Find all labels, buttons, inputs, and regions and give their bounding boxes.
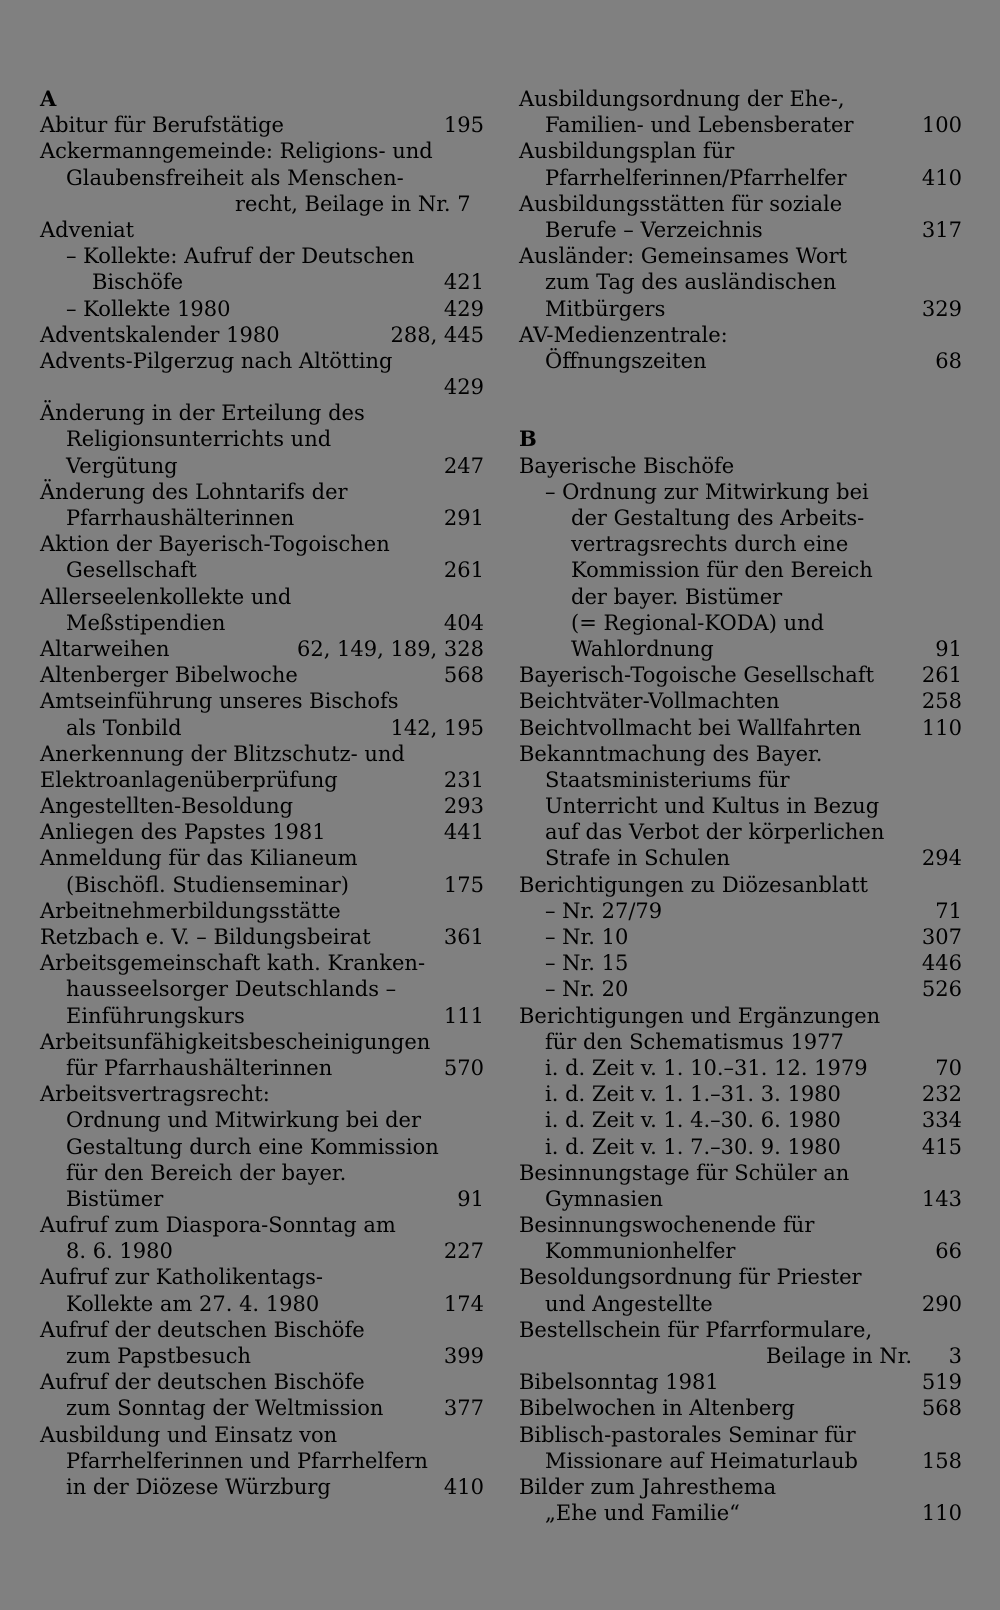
page-number: 288, 445: [390, 322, 484, 347]
index-entry-line: [40, 1003, 484, 1029]
entry-text: Bayerische Bischöfe: [519, 453, 735, 478]
entry-text: Altenberger Bibelwoche: [40, 663, 298, 688]
index-entry-line: [40, 1448, 484, 1474]
entry-text: Arbeitsgemeinschaft kath. Kranken-: [40, 951, 426, 976]
entry-text: – Nr. 27/79: [545, 898, 663, 923]
index-entry-line: [40, 1055, 484, 1081]
index-entry-line: [519, 872, 962, 898]
entry-text: recht, Beilage in Nr. 7: [235, 191, 471, 216]
page-number: 111: [443, 1003, 484, 1028]
index-entry-line: [519, 1238, 962, 1264]
index-entry-line: [519, 1291, 962, 1317]
entry-text: – Nr. 10: [545, 925, 629, 949]
entry-text: auf das Verbot der körperlichen: [545, 820, 885, 845]
index-entry-line: [519, 191, 962, 217]
entry-text: Berichtigungen zu Diözesanblatt: [519, 872, 868, 897]
entry-text: Bischöfe: [92, 270, 184, 295]
index-entry-line: [519, 924, 962, 950]
entry-text: i. d. Zeit v. 1. 7.–30. 9. 1980: [545, 1134, 841, 1159]
page-number: 143: [921, 1186, 962, 1211]
entry-text: Einführungskurs: [66, 1003, 245, 1028]
entry-text: Gesellschaft: [66, 558, 197, 583]
index-entry-line: [40, 610, 484, 636]
page-number: 568: [921, 1396, 962, 1421]
index-entry-line: [519, 1317, 962, 1343]
page-number: 294: [921, 846, 962, 871]
index-entry-line: [40, 1238, 484, 1264]
entry-text: Ordnung und Mitwirkung bei der: [66, 1108, 422, 1133]
entry-text: Kommission für den Bereich: [571, 558, 873, 583]
entry-text: Aufruf zur Katholikentags-: [40, 1265, 323, 1290]
entry-text: für den Bereich der bayer.: [66, 1160, 347, 1185]
entry-text: i. d. Zeit v. 1. 1.–31. 3. 1980: [545, 1082, 841, 1107]
index-entry-line: [40, 819, 484, 845]
index-entry-line: [40, 1212, 484, 1238]
index-entry-line: [40, 269, 484, 295]
index-entry-line: [40, 1395, 484, 1421]
page-number: 519: [921, 1370, 962, 1395]
index-entry-line: [40, 741, 484, 767]
entry-text: Aufruf zum Diaspora-Sonntag am: [40, 1213, 396, 1238]
index-entry-line: [519, 348, 962, 374]
spacer: [519, 400, 962, 426]
entry-text: für Pfarrhaushälterinnen: [66, 1055, 333, 1080]
entry-text: Amtseinführung unseres Bischofs: [40, 689, 399, 714]
entry-text: Ausbildung und Einsatz von: [40, 1422, 338, 1447]
index-entry-line: [519, 584, 962, 610]
entry-text: Arbeitnehmerbildungsstätte: [40, 898, 341, 923]
page-number: 70: [935, 1055, 962, 1080]
index-entry-line: [519, 296, 962, 322]
entry-text: i. d. Zeit v. 1. 10.–31. 12. 1979: [545, 1055, 868, 1080]
index-entry-line: [40, 296, 484, 322]
index-entry-line: [40, 1369, 484, 1395]
entry-text: Pfarrhaushälterinnen: [66, 506, 295, 530]
index-column-left: [40, 86, 484, 1500]
entry-text: Aufruf der deutschen Bischöfe: [40, 1317, 365, 1342]
entry-text: Meßstipendien: [66, 610, 226, 635]
page-number: 415: [921, 1134, 962, 1159]
entry-text: Elektroanlagenüberprüfung: [40, 767, 338, 792]
entry-text: vertragsrechts durch eine: [571, 532, 849, 557]
page-number: 570: [443, 1055, 484, 1080]
index-entry-line: [519, 1500, 962, 1526]
page-number: 334: [921, 1108, 962, 1133]
entry-text: der Gestaltung des Arbeits-: [571, 506, 865, 530]
index-entry-line: [519, 1369, 962, 1395]
page-number: 329: [921, 296, 962, 321]
entry-text: Angestellten-Besoldung: [40, 794, 294, 819]
page-number: 91: [935, 636, 962, 661]
page-number: 158: [921, 1448, 962, 1473]
page-number: 410: [443, 1474, 484, 1499]
page-number: 291: [443, 506, 484, 530]
index-entry-line: [40, 348, 484, 374]
index-entry-line: [40, 191, 484, 217]
page-number: 429: [443, 375, 484, 400]
index-entry-line: [519, 688, 962, 714]
index-entry-line: [40, 531, 484, 557]
entry-text: Ausbildungsstätten für soziale: [519, 191, 843, 216]
index-entry-line: [519, 1264, 962, 1290]
index-entry-line: [519, 1186, 962, 1212]
index-entry-line: [40, 112, 484, 138]
entry-text: Arbeitsvertragsrecht:: [40, 1082, 270, 1107]
index-entry-line: [519, 1003, 962, 1029]
page-number: 317: [921, 217, 962, 242]
index-entry-line: [519, 662, 962, 688]
page-number: 568: [443, 663, 484, 688]
index-entry-line: [40, 950, 484, 976]
entry-text: Ausbildungsplan für: [519, 139, 735, 164]
entry-text: Anmeldung für das Kilianeum: [40, 846, 358, 871]
entry-text: – Kollekte: Aufruf der Deutschen: [66, 244, 415, 269]
entry-text: Bistümer: [66, 1186, 164, 1211]
index-entry-line: [40, 1474, 484, 1500]
index-entry-line: [519, 610, 962, 636]
page-number: 258: [921, 689, 962, 714]
entry-text: Missionare auf Heimaturlaub: [545, 1448, 858, 1473]
entry-text: AV-Medienzentrale:: [519, 322, 728, 347]
index-entry-line: [40, 1317, 484, 1343]
index-entry-line: [40, 557, 484, 583]
page-number: 261: [443, 558, 484, 583]
entry-text: Mitbürgers: [545, 296, 666, 321]
index-entry-line: [40, 688, 484, 714]
page-number: 62, 149, 189, 328: [296, 636, 484, 661]
index-column-right: [519, 86, 962, 1526]
index-entry-line: [519, 1029, 962, 1055]
index-entry-line: [40, 322, 484, 348]
entry-text: Wahlordnung: [571, 636, 714, 661]
page-number: 361: [443, 925, 484, 949]
index-entry-line: [519, 165, 962, 191]
index-entry-line: [519, 1212, 962, 1238]
page-number: 290: [921, 1291, 962, 1316]
index-entry-line: [40, 715, 484, 741]
spacer: [519, 374, 962, 400]
entry-text: Ausbildungsordnung der Ehe-,: [519, 87, 845, 111]
entry-text: hausseelsorger Deutschlands –: [66, 977, 397, 1002]
entry-text: Abitur für Berufstätige: [40, 113, 284, 138]
index-entry-line: [519, 767, 962, 793]
entry-text: Vergütung: [66, 453, 178, 478]
page-number: 195: [443, 113, 484, 138]
entry-text: (= Regional-KODA) und: [571, 610, 825, 635]
entry-text: Änderung des Lohntarifs der: [40, 479, 348, 504]
index-entry-line: [40, 584, 484, 610]
section-letter: B: [519, 426, 537, 452]
index-entry-line: [40, 898, 484, 924]
entry-text: Familien- und Lebensberater: [545, 113, 854, 138]
page-number: 110: [921, 715, 962, 740]
page-number: 232: [921, 1082, 962, 1107]
entry-text: – Nr. 20: [545, 977, 629, 1002]
entry-text: Beichtvollmacht bei Wallfahrten: [519, 715, 862, 740]
index-entry-line: [40, 1343, 484, 1369]
entry-text: Anliegen des Papstes 1981: [40, 820, 326, 845]
entry-text: Bekanntmachung des Bayer.: [519, 741, 823, 766]
entry-text: „Ehe und Familie“: [545, 1501, 740, 1526]
entry-text: Aufruf der deutschen Bischöfe: [40, 1370, 365, 1395]
index-entry-line: [40, 976, 484, 1002]
index-entry-line: [519, 950, 962, 976]
index-entry-line: [40, 217, 484, 243]
page-number: 399: [443, 1344, 484, 1368]
entry-text: Besinnungstage für Schüler an: [519, 1160, 850, 1185]
page-number: 231: [443, 767, 484, 792]
entry-text: Beichtväter-Vollmachten: [519, 689, 780, 714]
page-number: 91: [457, 1186, 484, 1211]
index-entry-line: [40, 872, 484, 898]
entry-text: Besoldungsordnung für Priester: [519, 1265, 862, 1290]
index-entry-line: [519, 86, 962, 112]
index-entry-line: [40, 1029, 484, 1055]
index-entry-line: [40, 1160, 484, 1186]
page-number: 404: [443, 610, 484, 635]
entry-text: Kollekte am 27. 4. 1980: [66, 1291, 320, 1316]
index-entry-line: [40, 1422, 484, 1448]
index-entry-line: [519, 269, 962, 295]
entry-text: zum Tag des ausländischen: [545, 270, 837, 295]
index-entry-line: [40, 1107, 484, 1133]
entry-text: (Bischöfl. Studienseminar): [66, 872, 349, 897]
index-entry-line: [519, 1474, 962, 1500]
index-entry-line: [40, 1186, 484, 1212]
entry-text: Ackermanngemeinde: Religions- und: [40, 139, 433, 164]
entry-text: Gymnasien: [545, 1186, 664, 1211]
index-entry-line: [40, 1134, 484, 1160]
index-entry-line: [519, 741, 962, 767]
index-entry-line: [40, 1264, 484, 1290]
index-entry-line: [519, 1081, 962, 1107]
page-number: 441: [443, 820, 484, 845]
index-entry-line: [40, 505, 484, 531]
index-entry-line: [519, 1448, 962, 1474]
page-number: 526: [921, 977, 962, 1002]
page-number: 293: [443, 794, 484, 819]
entry-text: Adventskalender 1980: [40, 322, 280, 347]
index-entry-line: [519, 1055, 962, 1081]
entry-text: Bibelsonntag 1981: [519, 1370, 719, 1395]
index-entry-line: [519, 243, 962, 269]
page-number: 71: [935, 898, 962, 923]
page-number: 247: [443, 453, 484, 478]
entry-text: Altarweihen: [40, 636, 170, 661]
index-entry-line: [519, 819, 962, 845]
index-entry-line: [40, 924, 484, 950]
index-entry-line: [519, 1107, 962, 1133]
entry-text: Retzbach e. V. – Bildungsbeirat: [40, 925, 371, 949]
index-entry-line: [519, 531, 962, 557]
index-entry-line: [40, 374, 484, 400]
entry-text: Biblisch-pastorales Seminar für: [519, 1422, 856, 1447]
entry-text: Unterricht und Kultus in Bezug: [545, 794, 880, 819]
entry-text: Änderung in der Erteilung des: [40, 401, 365, 426]
entry-text: i. d. Zeit v. 1. 4.–30. 6. 1980: [545, 1108, 841, 1133]
entry-text: Bilder zum Jahresthema: [519, 1474, 777, 1499]
entry-text: – Kollekte 1980: [66, 296, 231, 321]
index-entry-line: [40, 636, 484, 662]
entry-text: Bayerisch-Togoische Gesellschaft: [519, 663, 875, 688]
index-entry-line: [519, 1134, 962, 1160]
entry-text: Beilage in Nr.: [766, 1344, 913, 1368]
section-letter: A: [40, 86, 57, 111]
entry-text: Glaubensfreiheit als Menschen-: [66, 165, 404, 190]
entry-text: Advents-Pilgerzug nach Altötting: [40, 348, 393, 373]
entry-text: – Ordnung zur Mitwirkung bei: [545, 479, 869, 504]
entry-text: zum Papstbesuch: [66, 1344, 252, 1368]
entry-text: – Nr. 15: [545, 951, 629, 976]
index-entry-line: [519, 453, 962, 479]
index-entry-line: [40, 426, 484, 452]
entry-text: und Angestellte: [545, 1291, 713, 1316]
page-number: 110: [921, 1501, 962, 1526]
index-entry-line: [40, 243, 484, 269]
index-entry-line: [519, 505, 962, 531]
entry-text: Adveniat: [40, 217, 135, 242]
entry-text: Ausländer: Gemeinsames Wort: [519, 244, 848, 269]
index-entry-line: [519, 1343, 962, 1369]
page-number: 307: [921, 925, 962, 949]
index-entry-line: [40, 138, 484, 164]
page-number: 227: [443, 1239, 484, 1264]
index-entry-line: [40, 767, 484, 793]
index-entry-line: [40, 453, 484, 479]
entry-text: in der Diözese Würzburg: [66, 1474, 331, 1499]
index-entry-line: [40, 1291, 484, 1317]
entry-text: Gestaltung durch eine Kommission: [66, 1134, 439, 1159]
index-entry-line: [519, 793, 962, 819]
page-number: 429: [443, 296, 484, 321]
entry-text: Bibelwochen in Altenberg: [519, 1396, 795, 1421]
index-entry-line: [519, 479, 962, 505]
page-number: 3: [948, 1344, 962, 1368]
index-entry-line: [519, 1395, 962, 1421]
page-number: 142, 195: [390, 715, 484, 740]
entry-text: Pfarrhelferinnen und Pfarrhelfern: [66, 1448, 428, 1473]
index-entry-line: [519, 636, 962, 662]
entry-text: Pfarrhelferinnen/Pfarrhelfer: [545, 165, 847, 190]
entry-text: als Tonbild: [66, 715, 182, 740]
entry-text: für den Schematismus 1977: [545, 1029, 844, 1054]
page-number: 66: [935, 1239, 962, 1264]
entry-text: Kommunionhelfer: [545, 1239, 736, 1264]
entry-text: Aktion der Bayerisch-Togoischen: [40, 532, 390, 557]
entry-text: Besinnungswochenende für: [519, 1213, 815, 1238]
page-number: 261: [921, 663, 962, 688]
entry-text: zum Sonntag der Weltmission: [66, 1396, 384, 1421]
page-number: 446: [921, 951, 962, 976]
entry-text: der bayer. Bistümer: [571, 584, 783, 609]
page-number: 100: [921, 113, 962, 138]
index-entry-line: [519, 112, 962, 138]
entry-text: Berichtigungen und Ergänzungen: [519, 1003, 881, 1028]
entry-text: Staatsministeriums für: [545, 767, 790, 792]
index-entry-line: [40, 1081, 484, 1107]
entry-text: 8. 6. 1980: [66, 1239, 173, 1264]
index-entry-line: [519, 1160, 962, 1186]
index-entry-line: [519, 322, 962, 348]
index-entry-line: [40, 400, 484, 426]
entry-text: Arbeitsunfähigkeitsbescheinigungen: [40, 1029, 431, 1054]
index-entry-line: [519, 898, 962, 924]
entry-text: Anerkennung der Blitzschutz- und: [40, 741, 405, 766]
index-entry-line: [519, 976, 962, 1002]
page-number: 377: [443, 1396, 484, 1421]
entry-text: Allerseelenkollekte und: [40, 584, 292, 609]
index-entry-line: [519, 217, 962, 243]
entry-text: Strafe in Schulen: [545, 846, 731, 871]
page-number: 174: [443, 1291, 484, 1316]
index-entry-line: [40, 793, 484, 819]
page-number: 421: [443, 270, 484, 295]
index-entry-line: [519, 1422, 962, 1448]
entry-text: Berufe – Verzeichnis: [545, 217, 763, 242]
index-entry-line: [40, 165, 484, 191]
entry-text: Öffnungszeiten: [545, 348, 707, 373]
index-entry-line: [519, 138, 962, 164]
entry-text: Religionsunterrichts und: [66, 427, 332, 452]
page-number: 410: [921, 165, 962, 190]
page-number: 175: [443, 872, 484, 897]
page-number: 68: [935, 348, 962, 373]
index-entry-line: [519, 845, 962, 871]
index-entry-line: [40, 845, 484, 871]
index-entry-line: [40, 662, 484, 688]
entry-text: Bestellschein für Pfarrformulare,: [519, 1317, 873, 1342]
index-entry-line: [40, 479, 484, 505]
index-entry-line: [519, 715, 962, 741]
index-entry-line: [519, 557, 962, 583]
